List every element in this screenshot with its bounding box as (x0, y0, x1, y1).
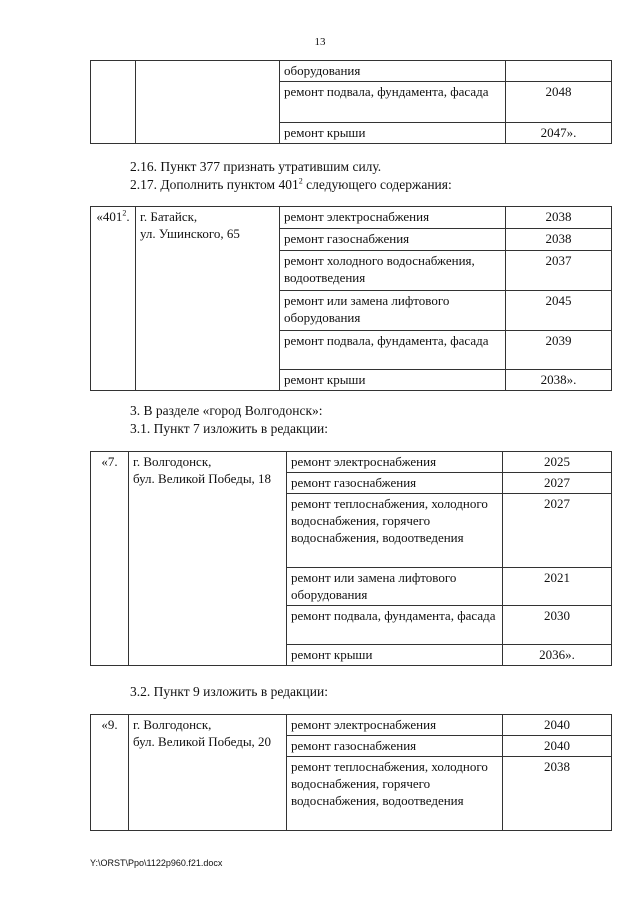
work-cell: ремонт подвала, фундамента, фасада (287, 606, 503, 645)
work-cell: ремонт холодного водоснабжения, водоотведения (280, 251, 506, 291)
work-cell: ремонт электроснабжения (280, 207, 506, 229)
paragraph: 3.1. Пункт 7 изложить в редакции: (130, 421, 328, 436)
address-line: ул. Ушинского, 65 (140, 226, 240, 241)
table-row (91, 61, 612, 82)
year-cell: 2048 (506, 82, 612, 123)
work-cell: ремонт теплоснабжения, холодного водоснабжения, горячего водоснабжения, водоотведения (287, 494, 503, 568)
year-cell: 2021 (503, 568, 612, 606)
item-number: «7. (91, 452, 129, 666)
table-row (91, 452, 612, 473)
year-cell: 2037 (506, 251, 612, 291)
paragraph-text: следующего содержания: (302, 177, 452, 192)
table-volgodonsk-20 (90, 714, 612, 831)
work-cell: ремонт электроснабжения (287, 715, 503, 736)
year-cell: 2039 (506, 331, 612, 370)
paragraph (130, 176, 452, 194)
work-cell: ремонт теплоснабжения, холодного водоснабжения, горячего водоснабжения, водоотведения (287, 757, 503, 831)
year-cell: 2036». (503, 645, 612, 666)
work-cell: ремонт крыши (287, 645, 503, 666)
address-cell (136, 61, 280, 144)
table-row (91, 207, 612, 229)
table-row (91, 715, 612, 736)
work-cell: ремонт крыши (280, 123, 506, 144)
year-cell: 2027 (503, 494, 612, 568)
year-cell: 2045 (506, 291, 612, 331)
year-cell: 2040 (503, 736, 612, 757)
work-cell: ремонт газоснабжения (280, 229, 506, 251)
year-cell: 2038». (506, 370, 612, 391)
address-line: г. Волгодонск, (133, 717, 212, 732)
address-line: г. Волгодонск, (133, 454, 212, 469)
address-line: г. Батайск, (140, 209, 198, 224)
paragraph: 3. В разделе «город Волгодонск»: (130, 403, 323, 418)
work-cell: ремонт газоснабжения (287, 736, 503, 757)
work-cell: ремонт или замена лифтового оборудования (280, 291, 506, 331)
year-cell: 2027 (503, 473, 612, 494)
address-cell (136, 207, 280, 391)
table-continuation (90, 60, 612, 144)
work-cell: ремонт электроснабжения (287, 452, 503, 473)
work-cell: оборудования (280, 61, 506, 82)
year-cell: 2025 (503, 452, 612, 473)
address-line: бул. Великой Победы, 18 (133, 471, 272, 486)
address-cell (129, 452, 287, 666)
item-number: «9. (91, 715, 129, 831)
superscript: 2 (298, 176, 303, 186)
work-cell: ремонт крыши (280, 370, 506, 391)
work-cell: ремонт газоснабжения (287, 473, 503, 494)
year-cell (506, 61, 612, 82)
work-cell: ремонт подвала, фундамента, фасада (280, 331, 506, 370)
table-bataysk (90, 206, 612, 391)
year-cell: 2038 (506, 229, 612, 251)
page-number: 13 (314, 36, 326, 48)
paragraph: 2.16. Пункт 377 признать утратившим силу. (130, 159, 382, 174)
paragraph: 3.2. Пункт 9 изложить в редакции: (130, 684, 328, 699)
work-cell: ремонт подвала, фундамента, фасада (280, 82, 506, 123)
year-cell: 2047». (506, 123, 612, 144)
table-volgodonsk-18 (90, 451, 612, 666)
num-cell (91, 61, 136, 144)
address-line: бул. Великой Победы, 20 (133, 734, 272, 749)
work-cell: ремонт или замена лифтового оборудования (287, 568, 503, 606)
item-number: «$401^2$. (91, 207, 136, 391)
year-cell: 2030 (503, 606, 612, 645)
file-path-footer: Y:\ORST\Ppo\1122p960.f21.docx (90, 858, 223, 868)
superscript: 2 (122, 208, 127, 218)
year-cell: 2040 (503, 715, 612, 736)
paragraph-text: 2.17. Дополнить пунктом 401 (130, 177, 299, 192)
address-cell (129, 715, 287, 831)
year-cell: 2038 (503, 757, 612, 831)
year-cell: 2038 (506, 207, 612, 229)
